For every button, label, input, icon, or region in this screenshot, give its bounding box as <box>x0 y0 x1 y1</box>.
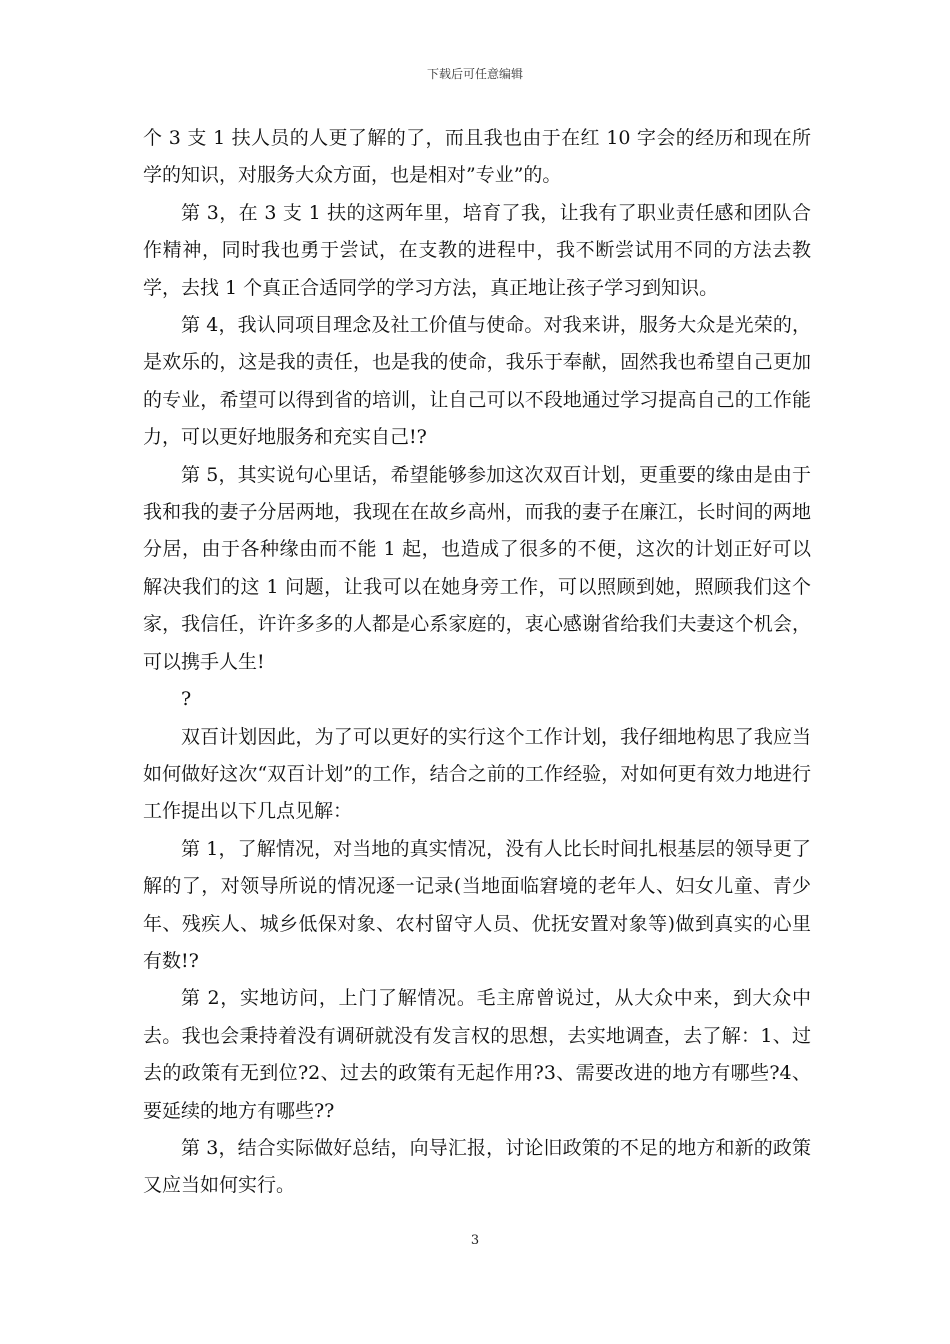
page-number: 3 <box>470 1233 480 1248</box>
paragraph-plan-intro: 双百计划因此，为了可以更好的实行这个工作计划，我仔细地构思了我应当如何做好这次“双百计划”的工作，结合之前的工作经验，对如何更有效力地进行工作提出以下几点见解： <box>143 725 811 823</box>
document-body <box>143 120 811 1205</box>
paragraph-point-4: 第 4，我认同项目理念及社工价值与使命。对我来讲，服务大众是光荣的，是欢乐的，这是我的责任，也是我的使命，我乐于奉献，固然我也希望自己更加的专业，希望可以得到省的培训，让自己可以不段地通过学习提高自己的工作能力，可以更好地服务和充实自己!? <box>143 314 811 449</box>
page-header: 下载后可任意编辑 <box>426 67 523 81</box>
paragraph-question-mark: ? <box>181 688 192 711</box>
paragraph-plan-point-2: 第 2，实地访问，上门了解情况。毛主席曾说过，从大众中来，到大众中去。我也会秉持着没有调研就没有发言权的思想，去实地调查，去了解：1、过去的政策有无到位?2、过去的政策有无起作用?3、需要改进的地方有哪些?4、要延续的地方有哪些?? <box>143 987 811 1122</box>
paragraph-plan-point-3: 第 3，结合实际做好总结，向导汇报，讨论旧政策的不足的地方和新的政策又应当如何实行。 <box>143 1136 811 1197</box>
paragraph-continuation: 个 3 支 1 扶人员的人更了解的了，而且我也由于在红 10 字会的经历和现在所学的知识，对服务大众方面，也是相对”专业”的。 <box>143 127 811 187</box>
paragraph-point-5: 第 5，其实说句心里话，希望能够参加这次双百计划，更重要的缘由是由于我和我的妻子分居两地，我现在在故乡高州，而我的妻子在廉江，长时间的两地分居，由于各种缘由而不能 1 起，也造成了很多的不便，这次的计划正好可以解决我们的这 1 问题，让我可以在她身旁工作，可以照顾到她，照顾我们这个家，我信任，许许多多的人都是心系家庭的，衷心感谢省给我们夫妻这个机会，可以携手人生! <box>143 463 811 673</box>
paragraph-point-3: 第 3，在 3 支 1 扶的这两年里，培育了我，让我有了职业责任感和团队合作精神，同时我也勇于尝试，在支教的进程中，我不断尝试用不同的方法去教学，去找 1 个真正合适同学的学习方法，真正地让孩子学习到知识。 <box>143 201 811 299</box>
paragraph-plan-point-1: 第 1，了解情况，对当地的真实情况，没有人比长时间扎根基层的领导更了解的了，对领导所说的情况逐一记录(当地面临窘境的老年人、妇女儿童、青少年、残疾人、城乡低保对象、农村留守人员、优抚安置对象等)做到真实的心里有数!? <box>143 837 811 972</box>
